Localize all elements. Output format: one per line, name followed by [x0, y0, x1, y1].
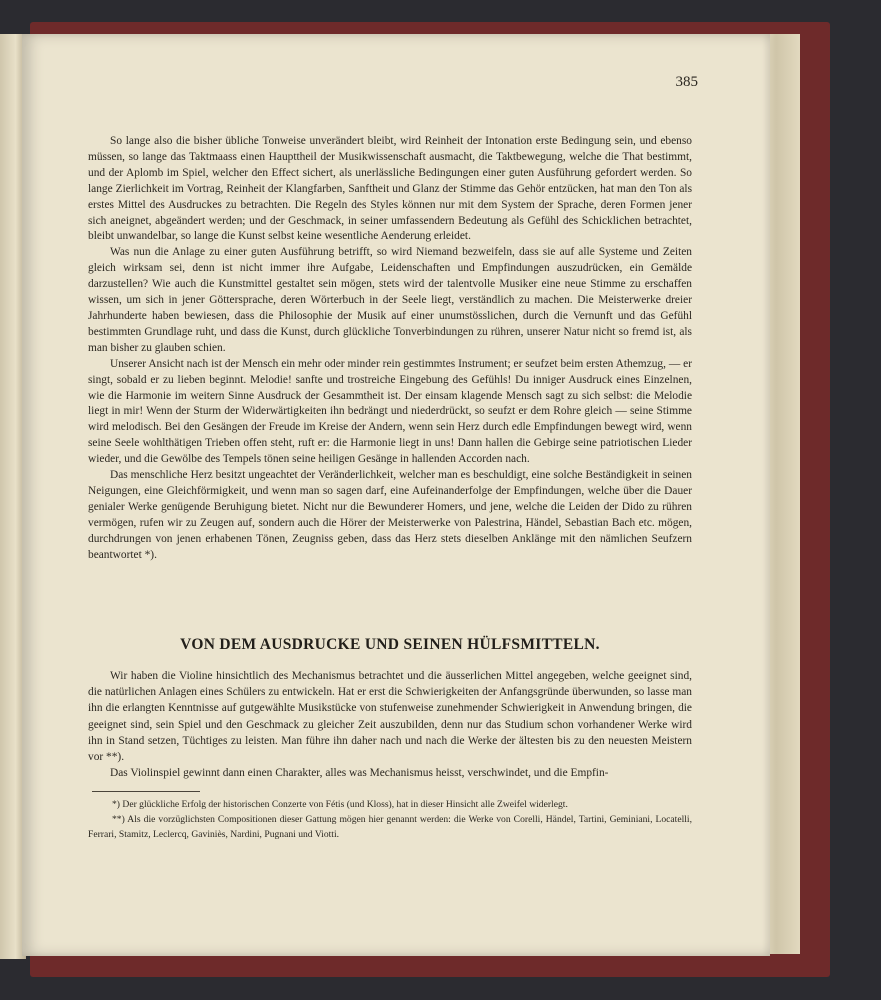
footnotes [88, 797, 692, 842]
paragraph: Unserer Ansicht nach ist der Mensch ein mehr oder minder rein gestimmtes Instrument; er seufzet beim ersten Athemzug, — er singt, sobald er zu lieben beginnt. Melodie! sanfte und trostreiche Eingebung des Gefühls! Du inniger Ausdruck eines Einzelnen, wie die Harmonie im weitern Sinne Ausdruck der Gesammtheit ist. Der einsam klagende Mensch sagt zu sich selbst: die Melodie liegt in mir! Wenn der Sturm der Widerwärtigkeiten ihn bedrängt und niederdrückt, so seufzt er dem Rohre gleich — seine Stimme wird melodisch. Bei den Gesängen der Freude im Kreise der Andern, wenn sein Herz durch edle Empfindungen bewegt wird, wenn seine Seele wohlthätigen Trieben offen steht, ruft er: die Harmonie liegt in uns! Dann hallen die Gebirge seine patriotischen Lieder wieder, und die Gewölbe des Tempels tönen seine heiligen Gesänge in hallenden Accorden nach. [88, 357, 692, 466]
page-number: 385 [675, 74, 698, 90]
main-text [88, 134, 692, 563]
paragraph: Wir haben die Violine hinsichtlich des Mechanismus betrachtet und die äusserlichen Mittel angegeben, welche geeignet sind, die natürlichen Anlagen eines Schülers zu entwickeln. Hat er erst die Schwierigkeiten der Anfangsgründe überwunden, so lasse man ihn die erlangten Kenntnisse auf gutgewählte Musikstücke von stufenweise zunehmender Schwierigkeit in Anwendung bringen, die geeignet sind, sein Spiel und den Geschmack zu gleicher Zeit auszubilden, denn nur das Studium schon vorhandener Werke wird ihn in Stand setzen, Tüchtiges zu leisten. Man führe ihn daher nach und nach die Werke der ältesten bis zu den neuesten Meistern vor **). [88, 670, 692, 764]
footnote-rule [92, 791, 200, 792]
paragraph: So lange also die bisher übliche Tonweise unverändert bleibt, wird Reinheit der Intonation erste Bedingung sein, und ebenso müssen, so lange das Taktmaass einen Haupttheil der Musikwissenschaft ausmacht, die Taktbewegung, welche die That bestimmt, und der Aplomb im Spiel, welcher den Effect sichert, als unerlässliche Bedingungen einer guten Ausführung gefordert werden. So lange Zierlichkeit im Vortrag, Reinheit der Klangfarben, Sanftheit und Glanz der Stimme das Gehör entzücken, hat man den Ton als erstes Mittel des Ausdruckes zu betrachten. Die Regeln des Styles können nur mit dem System der Sprache, deren Formen jener sich aneignet, abgeändert werden; und der Geschmack, in seiner umfassendern Bedeutung als Gefühl des Schicklichen betrachtet, bleibt unwandelbar, so lange die Kunst selbst keine wesentliche Aenderung erleidet. [88, 135, 692, 243]
section-text [88, 668, 692, 781]
paragraph: Das menschliche Herz besitzt ungeachtet der Veränderlichkeit, welcher man es beschuldigt, eine solche Beständigkeit in seinen Neigungen, eine Gleichförmigkeit, und wenn man so sagen darf, eine Aufeinanderfolge der Empfindungen, welche über die Dauer genialer Werke genügende Beruhigung bietet. Nicht nur die Bewunderer Homers, und jene, welche die Leiden der Dido zu rühren vermögen, rufen wir zu Zeugen auf, sondern auch die Hörer der Meisterwerke von Palestrina, Händel, Sebastian Bach etc. mögen, durchdrungen von jenen erhabenen Tönen, Zeugniss geben, dass das Herz stets dieselben Anklänge mit den nämlichen Seufzern beantwortet *). [88, 469, 692, 561]
section-heading: VON DEM AUSDRUCKE UND SEINEN HÜLFSMITTELN. [180, 636, 600, 653]
paragraph: Das Violinspiel gewinnt dann einen Charakter, alles was Mechanismus heisst, verschwindet, und die Empfin- [110, 767, 609, 780]
footnote: *) Der glückliche Erfolg der historischen Conzerte von Fétis (und Kloss), hat in dieser Hinsicht alle Zweifel widerlegt. [112, 799, 568, 810]
paragraph: Was nun die Anlage zu einer guten Ausführung betrifft, so wird Niemand bezweifeln, dass sie auf alle Systeme und Zeiten gleich wirksam sei, denn ist nicht immer ihre Aufgabe, Leidenschaften und Empfindungen auszudrücken, ein Gemälde darzustellen? Wie auch die Kunstmittel gestaltet sein mögen, stets wird der talentvolle Musiker eine neue Stimme zu erschaffen wissen, um sich in jener Göttersprache, deren Wörterbuch in der Seele liegt, verständlich zu machen. Die Meisterwerke dreier Jahrhunderte haben bewiesen, dass die Philosophie der Musik auf einer unumstösslichen, durch die Vernunft und das Gefühl bestimmten Grundlage ruht, und dass die Kunst, durch glückliche Tonverbindungen zu rühren, unserer Natur nicht so fremd ist, als man bisher zu glauben schien. [88, 246, 692, 354]
footnote: **) Als die vorzüglichsten Compositionen dieser Gattung mögen hier genannt werden: die Werke von Corelli, Händel, Tartini, Geminiani, Locatelli, Ferrari, Stamitz, Leclercq, Gaviniès, Nardini, Pugnani und Viotti. [88, 814, 692, 840]
